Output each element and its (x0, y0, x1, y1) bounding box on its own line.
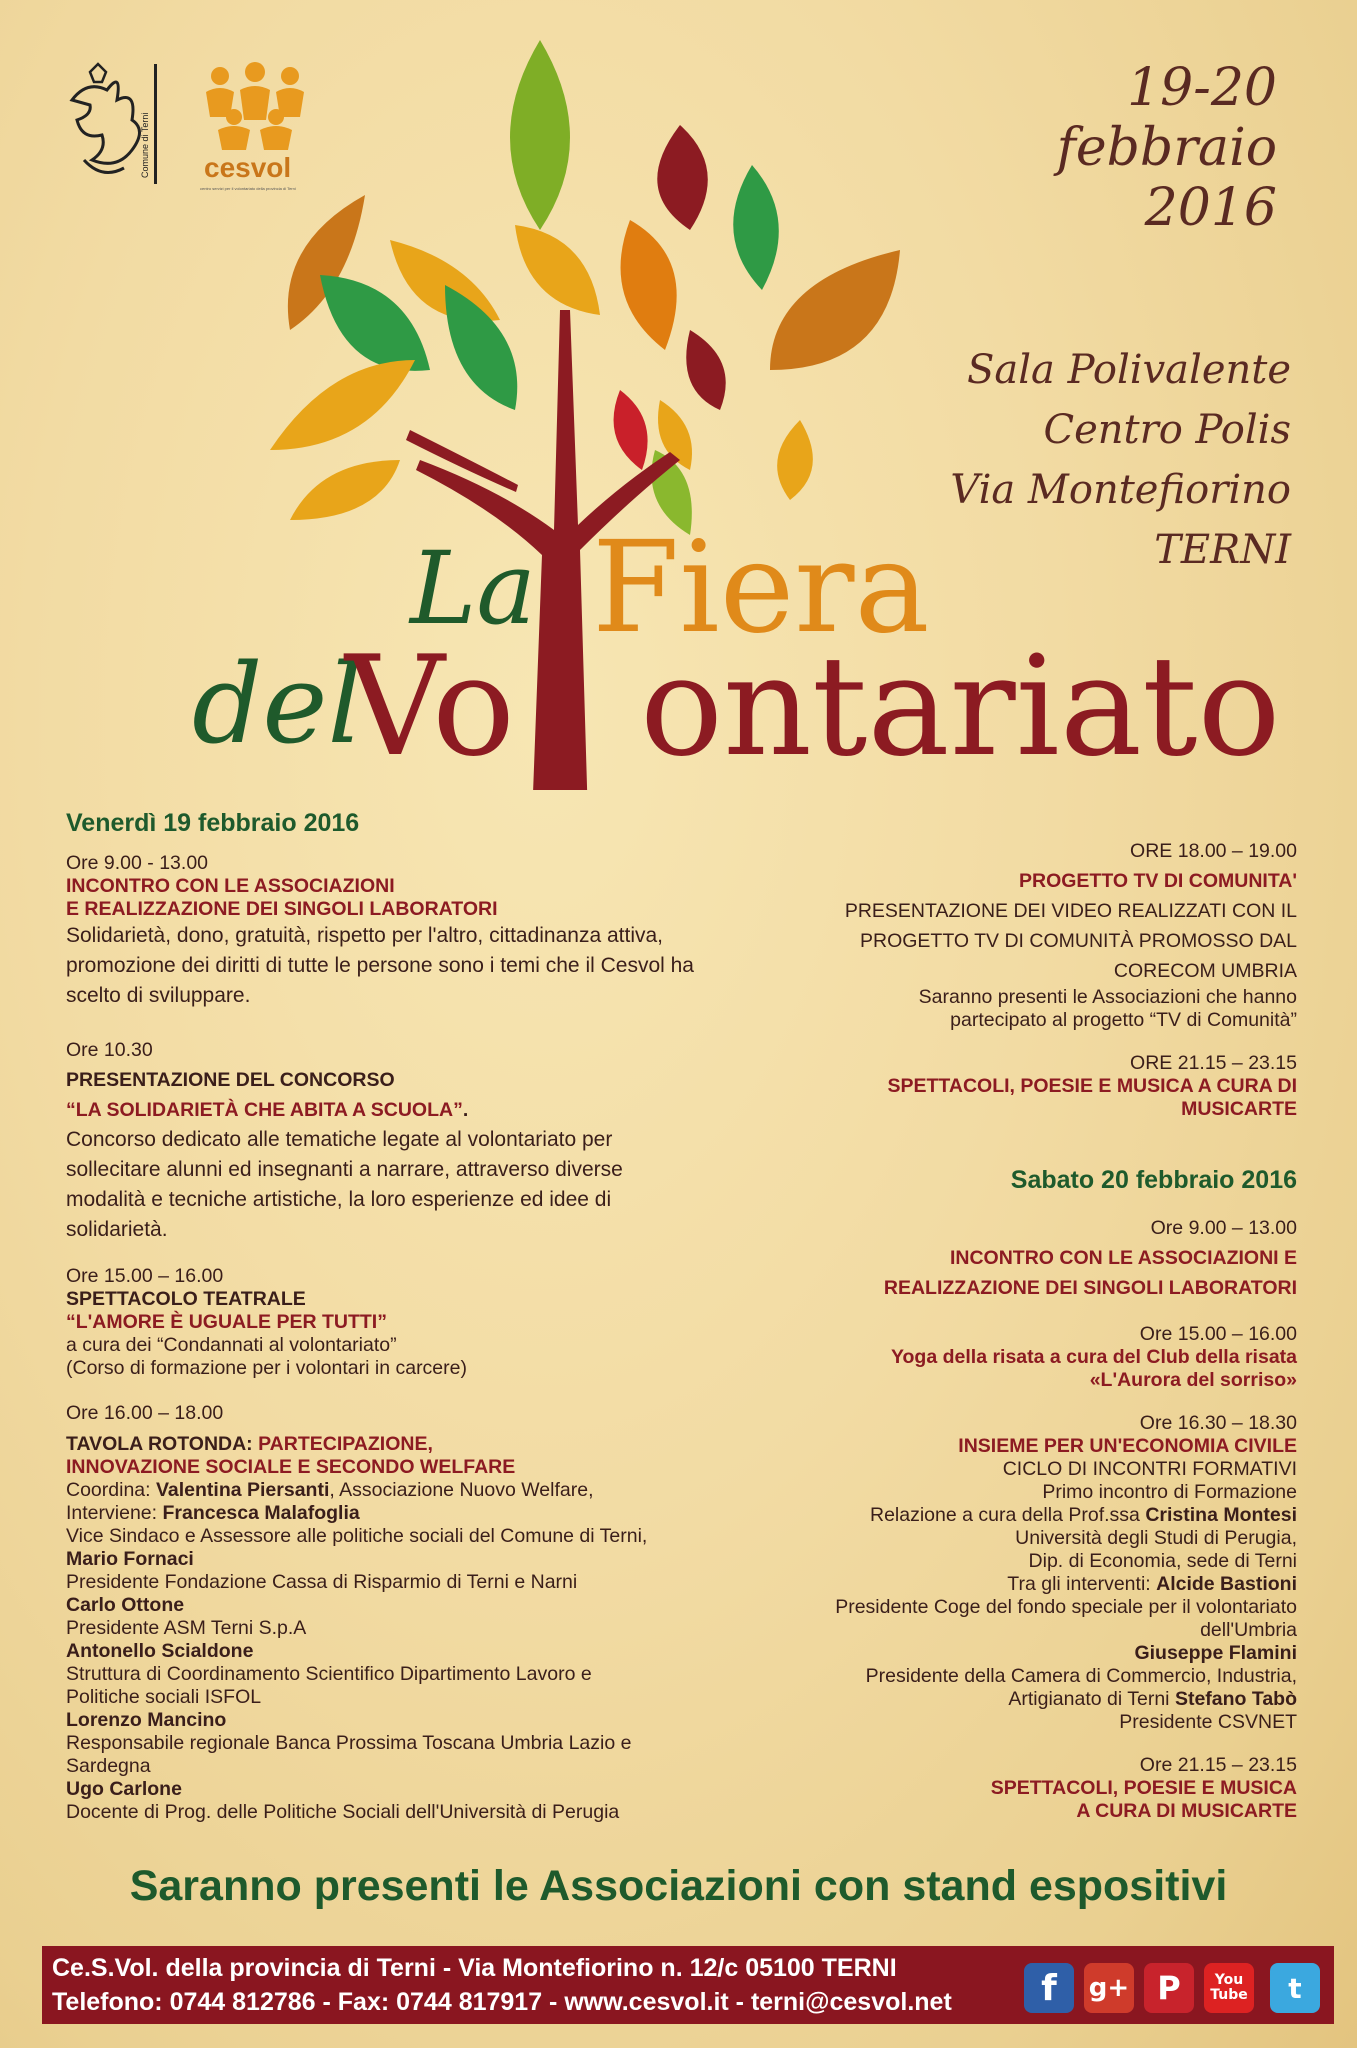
venue-hall: Sala Polivalente (967, 347, 1291, 393)
event-time: Ore 10.30 (66, 1039, 153, 1061)
title-la: La (410, 530, 537, 647)
event-title-line: INSIEME PER UN'ECONOMIA CIVILE (958, 1435, 1297, 1457)
event-title-line: «L'Aurora del sorriso» (1089, 1369, 1297, 1391)
saturday-heading: Sabato 20 febbraio 2016 (1010, 1166, 1297, 1194)
event-title-line: “L'AMORE È UGUALE PER TUTTI” (66, 1311, 387, 1333)
comune-text: Comune di Terni (140, 112, 150, 178)
title-ontariato: ontariato (640, 626, 1281, 787)
speaker-name: Ugo Carlone (66, 1778, 182, 1800)
speaker-role: Docente di Prog. delle Politiche Sociali dell'Università di Perugia (66, 1801, 620, 1823)
event-desc: Tra gli interventi: (1007, 1573, 1157, 1595)
event-title-end: . (462, 1099, 469, 1121)
title-vo: Vo (345, 626, 516, 787)
right-schedule (737, 836, 1297, 1843)
venue (950, 340, 1291, 580)
event-desc: Saranno presenti le Associazioni che hanno (918, 986, 1297, 1008)
event-desc: Concorso dedicato alle tematiche legate al volontariato per (66, 1128, 613, 1151)
coordinator-name: Valentina Piersanti (155, 1479, 330, 1501)
event-desc: PROGETTO TV DI COMUNITÀ PROMOSSO DAL (860, 930, 1297, 952)
event-desc: Università degli Studi di Perugia, (1015, 1527, 1297, 1549)
venue-street: Via Montefiorino (950, 467, 1291, 513)
event-desc: modalità e tecniche artistiche, la loro esperienze ed idee di (66, 1188, 612, 1211)
event-title-line: A CURA DI MUSICARTE (1076, 1800, 1297, 1822)
event-title-line: INNOVAZIONE SOCIALE E SECONDO WELFARE (66, 1456, 516, 1478)
date-month: febbraio (1056, 118, 1277, 178)
event-title-line: SPETTACOLI, POESIE E MUSICA A CURA DI (887, 1075, 1297, 1097)
twitter-icon[interactable]: t (1270, 1963, 1320, 2013)
youtube-icon-text-2: Tube (1210, 1987, 1248, 2003)
friday-event-2 (66, 1035, 756, 1245)
event-desc: CICLO DI INCONTRI FORMATIVI (1002, 1458, 1297, 1480)
event-title-line: PARTECIPAZIONE, (258, 1433, 433, 1455)
event-title-line: MUSICARTE (1181, 1098, 1297, 1120)
venue-center: Centro Polis (1043, 407, 1291, 453)
event-time: Ore 16.30 – 18.30 (1139, 1412, 1297, 1434)
event-title-line: INCONTRO CON LE ASSOCIAZIONI (66, 875, 395, 897)
speaker-role: Presidente Fondazione Cassa di Risparmio di Terni e Narni (66, 1571, 578, 1593)
event-title-line: SPETTACOLI, POESIE E MUSICA (990, 1777, 1297, 1799)
event-desc: scelto di sviluppare. (66, 984, 251, 1007)
event-time: Ore 9.00 – 13.00 (1150, 1217, 1297, 1239)
speaker-name: Giuseppe Flamini (1134, 1642, 1297, 1664)
speaker-name: Antonello Scialdone (66, 1640, 254, 1662)
event-title-line: “LA SOLIDARIETÀ CHE ABITA A SCUOLA” (66, 1099, 463, 1121)
speaker-role: Vice Sindaco e Assessore alle politiche sociali del Comune di Terni, (66, 1525, 648, 1547)
youtube-icon[interactable] (1204, 1963, 1254, 2013)
friday-event-4 (66, 1402, 756, 1824)
event-time: Ore 9.00 - 13.00 (66, 852, 209, 874)
event-desc: Relazione a cura della Prof.ssa (869, 1504, 1146, 1526)
event-title-line: INCONTRO CON LE ASSOCIAZIONI E (949, 1247, 1297, 1269)
event-desc: Presidente della Camera di Commercio, Industria, (865, 1665, 1297, 1687)
speaker-role: Presidente ASM Terni S.p.A (66, 1617, 307, 1639)
friday-schedule (66, 808, 756, 1844)
comune-di-terni-logo (62, 60, 172, 190)
event-time: Ore 15.00 – 16.00 (66, 1265, 224, 1287)
saturday-event-1 (737, 1213, 1297, 1303)
title-fiera: Fiera (592, 514, 930, 661)
event-time: Ore 21.15 – 23.15 (1139, 1754, 1297, 1776)
event-desc: Solidarietà, dono, gratuità, rispetto per l'altro, cittadinanza attiva, (66, 924, 664, 947)
event-title-line: TAVOLA ROTONDA: (66, 1433, 259, 1455)
event-desc: solidarietà. (66, 1218, 168, 1241)
event-desc: Presidente Coge del fondo speciale per il volontariato (835, 1596, 1297, 1618)
dragon-icon (62, 60, 172, 190)
date-year: 2016 (1144, 178, 1277, 238)
event-desc: Artigianato di Terni (1008, 1688, 1175, 1710)
event-desc: sollecitare alunni ed insegnanti a narrare, attraverso diverse (66, 1158, 623, 1181)
speaker-name: Mario Fornaci (66, 1548, 194, 1570)
friday-heading: Venerdì 19 febbraio 2016 (66, 809, 360, 837)
event-desc: dell'Umbria (1200, 1619, 1297, 1641)
event-title-line: PRESENTAZIONE DEL CONCORSO (66, 1069, 395, 1091)
event-title-line: E REALIZZAZIONE DEI SINGOLI LABORATORI (66, 898, 498, 920)
speaker-role: Responsabile regionale Banca Prossima Toscana Umbria Lazio e (66, 1732, 632, 1754)
pinterest-icon[interactable]: P (1144, 1963, 1194, 2013)
event-desc: Presidente CSVNET (1119, 1711, 1297, 1733)
cesvol-subtitle: centro servizi per il volontariato della provincia di Terni (200, 186, 296, 191)
speaker-role: Struttura di Coordinamento Scientifico Dipartimento Lavoro e (66, 1663, 592, 1685)
event-desc: promozione dei diritti di tutte le persone sono i temi che il Cesvol ha (66, 954, 694, 977)
event-title-line: REALIZZAZIONE DEI SINGOLI LABORATORI (883, 1277, 1297, 1299)
event-time: Ore 16.00 – 18.00 (66, 1402, 224, 1424)
event-title-line: Yoga della risata a cura del Club della risata (890, 1346, 1297, 1368)
speaker-name: Stefano Tabò (1174, 1688, 1297, 1710)
speaker-role: Politiche sociali ISFOL (66, 1686, 262, 1708)
event-title-line: SPETTACOLO TEATRALE (66, 1288, 306, 1310)
friday-event-6 (737, 1052, 1297, 1121)
speaker-name: Carlo Ottone (66, 1594, 185, 1616)
friday-event-1 (66, 852, 756, 1011)
friday-event-3 (66, 1265, 756, 1380)
speaker-name: Alcide Bastioni (1156, 1573, 1297, 1595)
event-time: ORE 21.15 – 23.15 (1130, 1052, 1297, 1074)
event-desc: Primo incontro di Formazione (1042, 1481, 1297, 1503)
event-date (1057, 58, 1277, 238)
event-desc: a cura dei “Condannati al volontariato” (66, 1334, 397, 1356)
stand-message: Saranno presenti le Associazioni con stand espositivi (129, 1862, 1228, 1910)
footer-contacts: Telefono: 0744 812786 - Fax: 0744 817917 - www.cesvol.it - terni@cesvol.net (52, 1988, 952, 2016)
youtube-icon-text-1: You (1214, 1972, 1244, 1988)
speaker-name: Lorenzo Mancino (66, 1709, 227, 1731)
googleplus-icon[interactable]: g+ (1084, 1963, 1134, 2013)
speaker-name: Cristina Montesi (1145, 1504, 1297, 1526)
cesvol-wordmark: cesvol (204, 152, 292, 183)
speaker-name: Francesca Malafoglia (162, 1502, 360, 1524)
footer-address: Ce.S.Vol. della provincia di Terni - Via Montefiorino n. 12/c 05100 TERNI (52, 1954, 897, 1982)
speaker-role: Sardegna (66, 1755, 151, 1777)
event-time: ORE 18.00 – 19.00 (1130, 840, 1297, 862)
title-del: del (192, 640, 363, 768)
event-time: Ore 15.00 – 16.00 (1139, 1323, 1297, 1345)
event-desc: PRESENTAZIONE DEI VIDEO REALIZZATI CON IL (844, 900, 1297, 922)
facebook-icon[interactable]: f (1024, 1963, 1074, 2013)
saturday-event-4 (737, 1754, 1297, 1823)
event-desc: partecipato al progetto “TV di Comunità” (950, 1009, 1297, 1031)
event-desc: (Corso di formazione per i volontari in carcere) (66, 1357, 467, 1379)
friday-event-5 (737, 836, 1297, 1032)
saturday-event-2 (737, 1323, 1297, 1392)
speaker-label: Interviene: (66, 1502, 163, 1524)
event-desc: Dip. di Economia, sede di Terni (1028, 1550, 1297, 1572)
saturday-event-3 (737, 1412, 1297, 1734)
event-desc: CORECOM UMBRIA (1113, 960, 1297, 982)
coordinator-label: Coordina: (66, 1479, 156, 1501)
tree-leaves (270, 40, 900, 535)
date-days: 19-20 (1127, 58, 1277, 118)
event-title-line: PROGETTO TV DI COMUNITA' (1019, 870, 1297, 892)
coordinator-org: , Associazione Nuovo Welfare, (329, 1479, 594, 1501)
venue-city: TERNI (1154, 527, 1291, 573)
